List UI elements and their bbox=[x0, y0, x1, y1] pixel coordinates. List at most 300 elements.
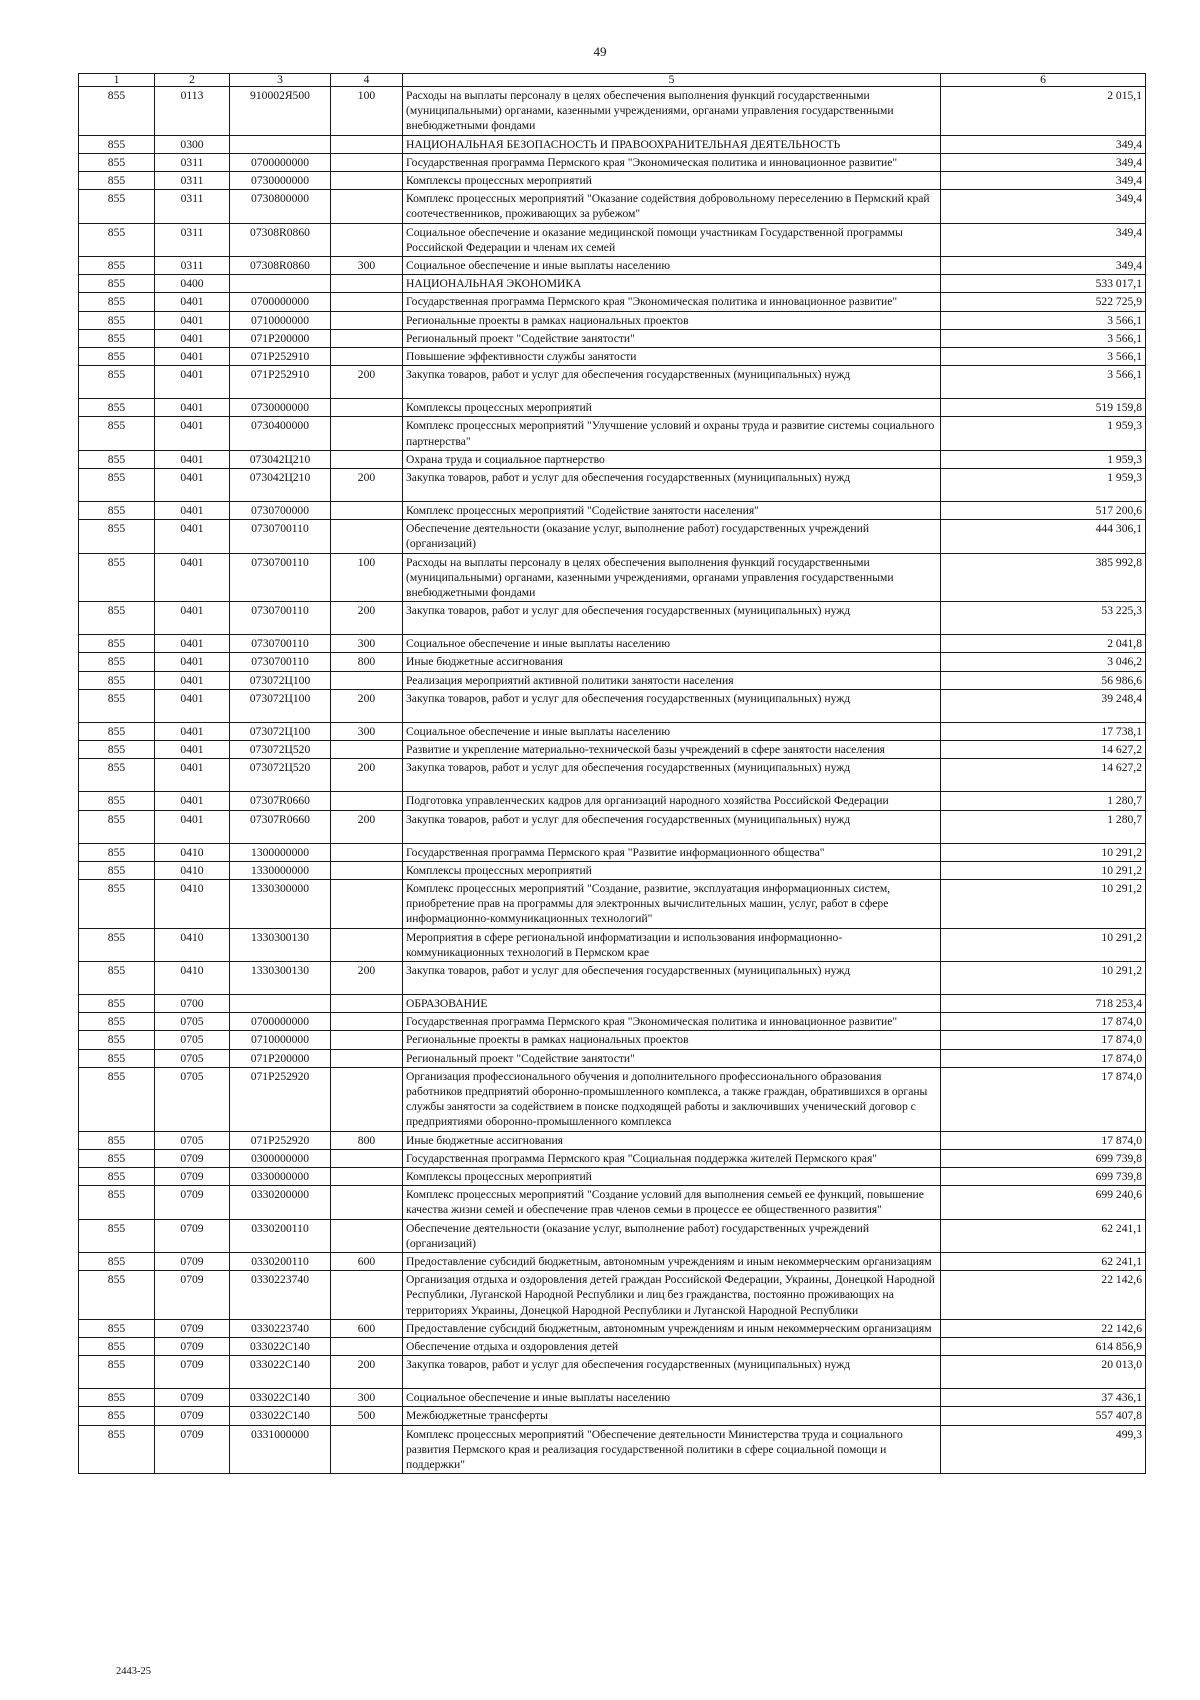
cell-amount: 614 856,9 bbox=[941, 1337, 1146, 1355]
cell-ministry-code: 855 bbox=[79, 1407, 155, 1425]
cell-target-article: 073042Ц210 bbox=[230, 469, 331, 502]
cell-target-article: 0730700110 bbox=[230, 653, 331, 671]
cell-expense-type bbox=[331, 1337, 403, 1355]
cell-section-code: 0401 bbox=[155, 469, 230, 502]
cell-expense-type bbox=[331, 994, 403, 1012]
cell-ministry-code: 855 bbox=[79, 1167, 155, 1185]
cell-ministry-code: 855 bbox=[79, 293, 155, 311]
cell-description: Государственная программа Пермского края "Социальная поддержка жителей Пермского края" bbox=[403, 1149, 941, 1167]
table-row bbox=[79, 1131, 1146, 1149]
cell-target-article: 0730000000 bbox=[230, 172, 331, 190]
cell-section-code: 0401 bbox=[155, 671, 230, 689]
cell-amount: 53 225,3 bbox=[941, 602, 1146, 635]
cell-target-article: 0730700110 bbox=[230, 602, 331, 635]
table-row bbox=[79, 135, 1146, 153]
cell-ministry-code: 855 bbox=[79, 1131, 155, 1149]
cell-target-article: 0330223740 bbox=[230, 1319, 331, 1337]
cell-section-code: 0401 bbox=[155, 653, 230, 671]
cell-target-article: 073072Ц520 bbox=[230, 759, 331, 792]
cell-amount: 1 959,3 bbox=[941, 417, 1146, 450]
cell-amount: 349,4 bbox=[941, 135, 1146, 153]
table-row bbox=[79, 450, 1146, 468]
cell-section-code: 0709 bbox=[155, 1356, 230, 1389]
cell-amount: 349,4 bbox=[941, 153, 1146, 171]
table-body bbox=[79, 87, 1146, 1474]
cell-expense-type: 300 bbox=[331, 1389, 403, 1407]
cell-section-code: 0401 bbox=[155, 329, 230, 347]
cell-amount: 699 739,8 bbox=[941, 1149, 1146, 1167]
cell-ministry-code: 855 bbox=[79, 1013, 155, 1031]
cell-expense-type bbox=[331, 172, 403, 190]
cell-amount: 718 253,4 bbox=[941, 994, 1146, 1012]
cell-target-article: 07307R0660 bbox=[230, 792, 331, 810]
cell-expense-type: 200 bbox=[331, 1356, 403, 1389]
table-row bbox=[79, 502, 1146, 520]
table-row bbox=[79, 520, 1146, 553]
cell-target-article: 0730700110 bbox=[230, 553, 331, 602]
cell-expense-type: 200 bbox=[331, 469, 403, 502]
cell-description: НАЦИОНАЛЬНАЯ ЭКОНОМИКА bbox=[403, 275, 941, 293]
cell-section-code: 0401 bbox=[155, 293, 230, 311]
cell-target-article: 0330000000 bbox=[230, 1167, 331, 1185]
column-header: 5 bbox=[403, 74, 941, 87]
cell-amount: 349,4 bbox=[941, 257, 1146, 275]
cell-target-article: 073072Ц100 bbox=[230, 671, 331, 689]
cell-amount: 533 017,1 bbox=[941, 275, 1146, 293]
cell-amount: 17 874,0 bbox=[941, 1131, 1146, 1149]
table-row bbox=[79, 961, 1146, 994]
cell-amount: 522 725,9 bbox=[941, 293, 1146, 311]
table-row bbox=[79, 843, 1146, 861]
cell-ministry-code: 855 bbox=[79, 417, 155, 450]
cell-amount: 1 280,7 bbox=[941, 792, 1146, 810]
cell-expense-type: 200 bbox=[331, 689, 403, 722]
cell-description: Комплекс процессных мероприятий "Обеспечение деятельности Министерства труда и социального развития Пермского края и реализация государственной политики в сфере социальной помощи и поддержки" bbox=[403, 1425, 941, 1474]
cell-ministry-code: 855 bbox=[79, 961, 155, 994]
cell-expense-type: 200 bbox=[331, 602, 403, 635]
cell-amount: 10 291,2 bbox=[941, 879, 1146, 928]
cell-ministry-code: 855 bbox=[79, 722, 155, 740]
cell-amount: 3 566,1 bbox=[941, 366, 1146, 399]
cell-amount: 519 159,8 bbox=[941, 399, 1146, 417]
cell-ministry-code: 855 bbox=[79, 366, 155, 399]
cell-amount: 20 013,0 bbox=[941, 1356, 1146, 1389]
cell-ministry-code: 855 bbox=[79, 653, 155, 671]
cell-section-code: 0401 bbox=[155, 348, 230, 366]
cell-target-article: 033022С140 bbox=[230, 1389, 331, 1407]
table-row bbox=[79, 602, 1146, 635]
cell-description: Социальное обеспечение и иные выплаты населению bbox=[403, 635, 941, 653]
cell-amount: 3 566,1 bbox=[941, 329, 1146, 347]
cell-section-code: 0705 bbox=[155, 1131, 230, 1149]
cell-description: Закупка товаров, работ и услуг для обеспечения государственных (муниципальных) нужд bbox=[403, 810, 941, 843]
cell-description: Закупка товаров, работ и услуг для обеспечения государственных (муниципальных) нужд bbox=[403, 961, 941, 994]
cell-expense-type bbox=[331, 502, 403, 520]
cell-expense-type: 200 bbox=[331, 810, 403, 843]
cell-section-code: 0401 bbox=[155, 602, 230, 635]
cell-section-code: 0311 bbox=[155, 257, 230, 275]
cell-section-code: 0705 bbox=[155, 1031, 230, 1049]
table-row bbox=[79, 994, 1146, 1012]
cell-target-article bbox=[230, 275, 331, 293]
cell-section-code: 0401 bbox=[155, 553, 230, 602]
cell-target-article: 1330300130 bbox=[230, 961, 331, 994]
table-row bbox=[79, 1252, 1146, 1270]
cell-section-code: 0410 bbox=[155, 928, 230, 961]
cell-description: Повышение эффективности службы занятости bbox=[403, 348, 941, 366]
cell-expense-type bbox=[331, 450, 403, 468]
cell-target-article: 1330300130 bbox=[230, 928, 331, 961]
cell-expense-type bbox=[331, 399, 403, 417]
cell-amount: 39 248,4 bbox=[941, 689, 1146, 722]
cell-target-article: 0330200000 bbox=[230, 1186, 331, 1219]
cell-section-code: 0401 bbox=[155, 502, 230, 520]
table-row bbox=[79, 861, 1146, 879]
cell-section-code: 0410 bbox=[155, 879, 230, 928]
cell-ministry-code: 855 bbox=[79, 759, 155, 792]
cell-description: Иные бюджетные ассигнования bbox=[403, 653, 941, 671]
table-row bbox=[79, 553, 1146, 602]
cell-target-article: 0331000000 bbox=[230, 1425, 331, 1474]
cell-section-code: 0401 bbox=[155, 792, 230, 810]
cell-amount: 17 738,1 bbox=[941, 722, 1146, 740]
cell-target-article: 0730400000 bbox=[230, 417, 331, 450]
cell-description: Государственная программа Пермского края "Экономическая политика и инновационное развитие" bbox=[403, 153, 941, 171]
cell-ministry-code: 855 bbox=[79, 311, 155, 329]
cell-description: Социальное обеспечение и иные выплаты населению bbox=[403, 722, 941, 740]
cell-section-code: 0410 bbox=[155, 961, 230, 994]
cell-section-code: 0705 bbox=[155, 1067, 230, 1131]
cell-expense-type bbox=[331, 153, 403, 171]
cell-amount: 3 566,1 bbox=[941, 348, 1146, 366]
cell-ministry-code: 855 bbox=[79, 1031, 155, 1049]
cell-description: Расходы на выплаты персоналу в целях обеспечения выполнения функций государственными (муниципальными) органами, казенными учреждениями, органами управления государственными внебюджетными фондами bbox=[403, 553, 941, 602]
cell-expense-type bbox=[331, 329, 403, 347]
cell-description: Мероприятия в сфере региональной информатизации и использования информационно-коммуникационных технологий в Пермском крае bbox=[403, 928, 941, 961]
table-row bbox=[79, 257, 1146, 275]
cell-ministry-code: 855 bbox=[79, 994, 155, 1012]
cell-target-article: 0700000000 bbox=[230, 293, 331, 311]
cell-ministry-code: 855 bbox=[79, 329, 155, 347]
cell-amount: 349,4 bbox=[941, 223, 1146, 256]
cell-description: Обеспечение деятельности (оказание услуг, выполнение работ) государственных учреждений (организаций) bbox=[403, 520, 941, 553]
cell-description: Закупка товаров, работ и услуг для обеспечения государственных (муниципальных) нужд bbox=[403, 1356, 941, 1389]
cell-expense-type: 300 bbox=[331, 722, 403, 740]
cell-amount: 22 142,6 bbox=[941, 1271, 1146, 1320]
cell-expense-type bbox=[331, 861, 403, 879]
cell-section-code: 0311 bbox=[155, 153, 230, 171]
cell-amount: 17 874,0 bbox=[941, 1013, 1146, 1031]
table-row bbox=[79, 1389, 1146, 1407]
cell-expense-type: 800 bbox=[331, 653, 403, 671]
table-row bbox=[79, 417, 1146, 450]
cell-description: НАЦИОНАЛЬНАЯ БЕЗОПАСНОСТЬ И ПРАВООХРАНИТЕЛЬНАЯ ДЕЯТЕЛЬНОСТЬ bbox=[403, 135, 941, 153]
cell-section-code: 0401 bbox=[155, 635, 230, 653]
footer-code: 2443-25 bbox=[116, 1666, 151, 1677]
cell-amount: 14 627,2 bbox=[941, 741, 1146, 759]
cell-ministry-code: 855 bbox=[79, 1049, 155, 1067]
cell-expense-type bbox=[331, 135, 403, 153]
cell-description: Межбюджетные трансферты bbox=[403, 1407, 941, 1425]
cell-ministry-code: 855 bbox=[79, 792, 155, 810]
cell-target-article: 1330000000 bbox=[230, 861, 331, 879]
table-row bbox=[79, 366, 1146, 399]
cell-expense-type bbox=[331, 293, 403, 311]
cell-amount: 1 959,3 bbox=[941, 469, 1146, 502]
table-row bbox=[79, 635, 1146, 653]
cell-target-article: 033022С140 bbox=[230, 1356, 331, 1389]
cell-target-article: 07307R0660 bbox=[230, 810, 331, 843]
cell-section-code: 0709 bbox=[155, 1337, 230, 1355]
cell-target-article: 0730000000 bbox=[230, 399, 331, 417]
column-header: 6 bbox=[941, 74, 1146, 87]
cell-description: Региональный проект "Содействие занятости" bbox=[403, 329, 941, 347]
cell-target-article: 0700000000 bbox=[230, 1013, 331, 1031]
cell-section-code: 0705 bbox=[155, 1049, 230, 1067]
cell-ministry-code: 855 bbox=[79, 1319, 155, 1337]
cell-section-code: 0400 bbox=[155, 275, 230, 293]
cell-amount: 62 241,1 bbox=[941, 1219, 1146, 1252]
table-row bbox=[79, 741, 1146, 759]
cell-description: Подготовка управленческих кадров для организаций народного хозяйства Российской Федерации bbox=[403, 792, 941, 810]
cell-expense-type bbox=[331, 1149, 403, 1167]
cell-ministry-code: 855 bbox=[79, 135, 155, 153]
cell-ministry-code: 855 bbox=[79, 399, 155, 417]
cell-target-article: 0730700000 bbox=[230, 502, 331, 520]
table-row bbox=[79, 879, 1146, 928]
cell-section-code: 0700 bbox=[155, 994, 230, 1012]
cell-expense-type: 100 bbox=[331, 87, 403, 136]
cell-target-article: 033022С140 bbox=[230, 1407, 331, 1425]
cell-target-article: 073072Ц520 bbox=[230, 741, 331, 759]
table-row bbox=[79, 653, 1146, 671]
cell-expense-type bbox=[331, 1425, 403, 1474]
table-row bbox=[79, 810, 1146, 843]
cell-section-code: 0709 bbox=[155, 1271, 230, 1320]
cell-expense-type: 300 bbox=[331, 635, 403, 653]
column-header: 3 bbox=[230, 74, 331, 87]
cell-ministry-code: 855 bbox=[79, 635, 155, 653]
cell-amount: 10 291,2 bbox=[941, 861, 1146, 879]
cell-ministry-code: 855 bbox=[79, 553, 155, 602]
cell-target-article: 071P252910 bbox=[230, 348, 331, 366]
cell-description: Комплекс процессных мероприятий "Создание условий для выполнения семьей ее функций, повышение качества жизни семей и обеспечение прав членов семьи в процессе ее общественного развития" bbox=[403, 1186, 941, 1219]
cell-ministry-code: 855 bbox=[79, 502, 155, 520]
cell-description: Комплексы процессных мероприятий bbox=[403, 861, 941, 879]
cell-expense-type: 600 bbox=[331, 1319, 403, 1337]
page-number: 49 bbox=[593, 44, 607, 59]
cell-expense-type: 300 bbox=[331, 257, 403, 275]
table-row bbox=[79, 1186, 1146, 1219]
cell-amount: 17 874,0 bbox=[941, 1049, 1146, 1067]
table-row bbox=[79, 329, 1146, 347]
cell-section-code: 0401 bbox=[155, 741, 230, 759]
cell-ministry-code: 855 bbox=[79, 172, 155, 190]
table-row bbox=[79, 1013, 1146, 1031]
cell-ministry-code: 855 bbox=[79, 1219, 155, 1252]
cell-ministry-code: 855 bbox=[79, 741, 155, 759]
cell-ministry-code: 855 bbox=[79, 689, 155, 722]
cell-expense-type bbox=[331, 671, 403, 689]
cell-description: Комплекс процессных мероприятий "Содействие занятости населения" bbox=[403, 502, 941, 520]
cell-target-article: 0330200110 bbox=[230, 1219, 331, 1252]
table-row bbox=[79, 1067, 1146, 1131]
cell-target-article: 0330200110 bbox=[230, 1252, 331, 1270]
cell-expense-type bbox=[331, 520, 403, 553]
table-row bbox=[79, 1149, 1146, 1167]
cell-section-code: 0113 bbox=[155, 87, 230, 136]
table-row bbox=[79, 469, 1146, 502]
cell-description: Комплексы процессных мероприятий bbox=[403, 399, 941, 417]
table-row bbox=[79, 1356, 1146, 1389]
cell-amount: 349,4 bbox=[941, 190, 1146, 223]
cell-description: Социальное обеспечение и оказание медицинской помощи участникам Государственной программы Российской Федерации и членам их семей bbox=[403, 223, 941, 256]
table-row bbox=[79, 153, 1146, 171]
cell-ministry-code: 855 bbox=[79, 671, 155, 689]
cell-amount: 17 874,0 bbox=[941, 1067, 1146, 1131]
cell-amount: 1 280,7 bbox=[941, 810, 1146, 843]
cell-description: Предоставление субсидий бюджетным, автономным учреждениям и иным некоммерческим организациям bbox=[403, 1319, 941, 1337]
table-row bbox=[79, 1219, 1146, 1252]
cell-target-article: 1300000000 bbox=[230, 843, 331, 861]
cell-ministry-code: 855 bbox=[79, 469, 155, 502]
cell-target-article: 0710000000 bbox=[230, 1031, 331, 1049]
cell-ministry-code: 855 bbox=[79, 153, 155, 171]
cell-description: Обеспечение отдыха и оздоровления детей bbox=[403, 1337, 941, 1355]
table-row bbox=[79, 1337, 1146, 1355]
cell-ministry-code: 855 bbox=[79, 257, 155, 275]
budget-table bbox=[78, 73, 1146, 1474]
table-header-row bbox=[79, 74, 1146, 87]
table-row bbox=[79, 348, 1146, 366]
cell-amount: 10 291,2 bbox=[941, 928, 1146, 961]
cell-section-code: 0709 bbox=[155, 1425, 230, 1474]
table-row bbox=[79, 722, 1146, 740]
cell-expense-type bbox=[331, 190, 403, 223]
cell-amount: 349,4 bbox=[941, 172, 1146, 190]
cell-amount: 699 240,6 bbox=[941, 1186, 1146, 1219]
cell-ministry-code: 855 bbox=[79, 843, 155, 861]
cell-target-article: 0730700110 bbox=[230, 520, 331, 553]
cell-expense-type: 200 bbox=[331, 961, 403, 994]
table-row bbox=[79, 172, 1146, 190]
cell-expense-type bbox=[331, 311, 403, 329]
cell-amount: 499,3 bbox=[941, 1425, 1146, 1474]
cell-description: Комплексы процессных мероприятий bbox=[403, 172, 941, 190]
cell-section-code: 0709 bbox=[155, 1389, 230, 1407]
cell-amount: 10 291,2 bbox=[941, 961, 1146, 994]
cell-description: Региональные проекты в рамках национальных проектов bbox=[403, 1031, 941, 1049]
cell-expense-type bbox=[331, 223, 403, 256]
cell-description: Комплекс процессных мероприятий "Оказание содействия добровольному переселению в Пермский край соотечественников, проживающих за рубежом" bbox=[403, 190, 941, 223]
cell-ministry-code: 855 bbox=[79, 275, 155, 293]
table-row bbox=[79, 1425, 1146, 1474]
table-row bbox=[79, 689, 1146, 722]
cell-section-code: 0401 bbox=[155, 417, 230, 450]
cell-section-code: 0311 bbox=[155, 172, 230, 190]
cell-target-article: 071P200000 bbox=[230, 1049, 331, 1067]
cell-description: Закупка товаров, работ и услуг для обеспечения государственных (муниципальных) нужд bbox=[403, 602, 941, 635]
cell-expense-type bbox=[331, 792, 403, 810]
cell-section-code: 0401 bbox=[155, 450, 230, 468]
cell-expense-type bbox=[331, 348, 403, 366]
table-row bbox=[79, 293, 1146, 311]
cell-ministry-code: 855 bbox=[79, 1067, 155, 1131]
cell-section-code: 0401 bbox=[155, 810, 230, 843]
cell-expense-type bbox=[331, 1049, 403, 1067]
cell-expense-type: 600 bbox=[331, 1252, 403, 1270]
cell-description: ОБРАЗОВАНИЕ bbox=[403, 994, 941, 1012]
table-row bbox=[79, 1167, 1146, 1185]
cell-section-code: 0300 bbox=[155, 135, 230, 153]
cell-amount: 17 874,0 bbox=[941, 1031, 1146, 1049]
cell-description: Социальное обеспечение и иные выплаты населению bbox=[403, 1389, 941, 1407]
cell-target-article: 071P252920 bbox=[230, 1067, 331, 1131]
cell-ministry-code: 855 bbox=[79, 1425, 155, 1474]
column-header: 1 bbox=[79, 74, 155, 87]
cell-target-article bbox=[230, 994, 331, 1012]
cell-description: Предоставление субсидий бюджетным, автономным учреждениям и иным некоммерческим организациям bbox=[403, 1252, 941, 1270]
cell-expense-type bbox=[331, 928, 403, 961]
cell-section-code: 0709 bbox=[155, 1149, 230, 1167]
table-row bbox=[79, 275, 1146, 293]
cell-ministry-code: 855 bbox=[79, 928, 155, 961]
cell-description: Закупка товаров, работ и услуг для обеспечения государственных (муниципальных) нужд bbox=[403, 759, 941, 792]
cell-ministry-code: 855 bbox=[79, 520, 155, 553]
cell-ministry-code: 855 bbox=[79, 1389, 155, 1407]
cell-amount: 699 739,8 bbox=[941, 1167, 1146, 1185]
cell-amount: 14 627,2 bbox=[941, 759, 1146, 792]
cell-amount: 444 306,1 bbox=[941, 520, 1146, 553]
cell-target-article: 033022С140 bbox=[230, 1337, 331, 1355]
column-header: 2 bbox=[155, 74, 230, 87]
cell-section-code: 0709 bbox=[155, 1252, 230, 1270]
cell-section-code: 0401 bbox=[155, 366, 230, 399]
cell-section-code: 0709 bbox=[155, 1219, 230, 1252]
cell-target-article: 0730700110 bbox=[230, 635, 331, 653]
cell-expense-type: 500 bbox=[331, 1407, 403, 1425]
cell-target-article: 071P200000 bbox=[230, 329, 331, 347]
cell-ministry-code: 855 bbox=[79, 1149, 155, 1167]
cell-description: Организация профессионального обучения и дополнительного профессионального образования работников предприятий оборонно-промышленного комплекса, а также граждан, обратившихся в органы службы занятости за содействием в поиске подходящей работы и заключивших ученический договор с предприятиями оборонно-промышленного комплекса bbox=[403, 1067, 941, 1131]
cell-section-code: 0311 bbox=[155, 190, 230, 223]
cell-expense-type bbox=[331, 1271, 403, 1320]
cell-amount: 1 959,3 bbox=[941, 450, 1146, 468]
cell-ministry-code: 855 bbox=[79, 1271, 155, 1320]
cell-description: Иные бюджетные ассигнования bbox=[403, 1131, 941, 1149]
table-row bbox=[79, 759, 1146, 792]
cell-description: Охрана труда и социальное партнерство bbox=[403, 450, 941, 468]
cell-expense-type bbox=[331, 417, 403, 450]
cell-description: Региональные проекты в рамках национальных проектов bbox=[403, 311, 941, 329]
cell-ministry-code: 855 bbox=[79, 87, 155, 136]
cell-target-article: 0730800000 bbox=[230, 190, 331, 223]
cell-expense-type bbox=[331, 275, 403, 293]
cell-target-article: 0300000000 bbox=[230, 1149, 331, 1167]
table-row bbox=[79, 1031, 1146, 1049]
cell-amount: 2 015,1 bbox=[941, 87, 1146, 136]
cell-expense-type bbox=[331, 1219, 403, 1252]
cell-ministry-code: 855 bbox=[79, 1356, 155, 1389]
table-row bbox=[79, 223, 1146, 256]
cell-description: Социальное обеспечение и иные выплаты населению bbox=[403, 257, 941, 275]
table-row bbox=[79, 1049, 1146, 1067]
cell-target-article: 0330223740 bbox=[230, 1271, 331, 1320]
cell-expense-type bbox=[331, 843, 403, 861]
cell-description: Реализация мероприятий активной политики занятости населения bbox=[403, 671, 941, 689]
cell-target-article: 073072Ц100 bbox=[230, 722, 331, 740]
cell-amount: 3 046,2 bbox=[941, 653, 1146, 671]
